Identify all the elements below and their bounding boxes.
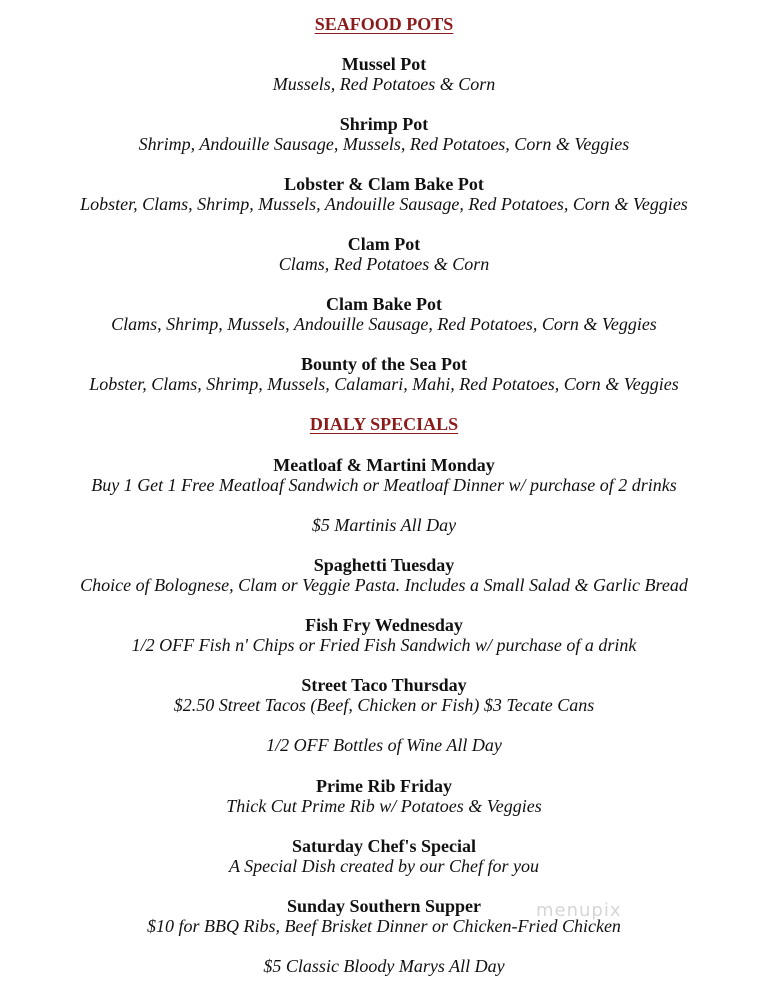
- menu-item-extra: 1/2 OFF Bottles of Wine All Day: [266, 735, 502, 755]
- menu-item-description: Clams, Red Potatoes & Corn: [278, 254, 490, 274]
- menu-item-name: Meatloaf & Martini Monday: [273, 455, 495, 475]
- menu-item-description: 1/2 OFF Fish n' Chips or Fried Fish Sandwich w/ purchase of a drink: [131, 635, 637, 655]
- menu-item-name: Shrimp Pot: [339, 114, 429, 134]
- menu-item-name: Lobster & Clam Bake Pot: [284, 174, 484, 194]
- menu-item-name: Bounty of the Sea Pot: [301, 354, 467, 374]
- menu-item-description: Lobster, Clams, Shrimp, Mussels, Andouille Sausage, Red Potatoes, Corn & Veggies: [80, 194, 688, 214]
- menu-item-description: Shrimp, Andouille Sausage, Mussels, Red Potatoes, Corn & Veggies: [138, 134, 630, 154]
- menu-item-extra: $5 Martinis All Day: [311, 515, 457, 535]
- menu-item-name: Mussel Pot: [341, 54, 427, 74]
- menu-item-name: Spaghetti Tuesday: [313, 555, 455, 575]
- menu-item-description: Mussels, Red Potatoes & Corn: [272, 74, 496, 94]
- menu-item-name: Prime Rib Friday: [316, 776, 452, 796]
- menu-item-extra: $5 Classic Bloody Marys All Day: [263, 956, 505, 976]
- menu-item-name: Clam Pot: [347, 234, 421, 254]
- menu-item-description: $10 for BBQ Ribs, Beef Brisket Dinner or Chicken-Fried Chicken: [147, 916, 621, 936]
- menu-item-description: Buy 1 Get 1 Free Meatloaf Sandwich or Meatloaf Dinner w/ purchase of 2 drinks: [91, 475, 677, 495]
- menu-item-name: Clam Bake Pot: [326, 294, 442, 314]
- menu-item-name: Sunday Southern Supper: [286, 896, 482, 916]
- menu-item-name: Street Taco Thursday: [301, 675, 467, 695]
- menu-item-description: Thick Cut Prime Rib w/ Potatoes & Veggies: [226, 796, 542, 816]
- menu-item-description: Clams, Shrimp, Mussels, Andouille Sausage, Red Potatoes, Corn & Veggies: [111, 314, 657, 334]
- menu-item-description: $2.50 Street Tacos (Beef, Chicken or Fish) $3 Tecate Cans: [173, 695, 595, 715]
- menu-item-description: Lobster, Clams, Shrimp, Mussels, Calamari, Mahi, Red Potatoes, Corn & Veggies: [89, 374, 679, 394]
- section-heading-seafood-pots: SEAFOOD POTS: [314, 14, 454, 34]
- menu-item-name: Saturday Chef's Special: [291, 836, 477, 856]
- section-heading-daily-specials: DIALY SPECIALS: [309, 414, 459, 434]
- menu-item-name: Fish Fry Wednesday: [305, 615, 463, 635]
- menu-item-description: Choice of Bolognese, Clam or Veggie Pasta. Includes a Small Salad & Garlic Bread: [80, 575, 688, 595]
- watermark: menupix: [536, 900, 622, 921]
- menu-item-description: A Special Dish created by our Chef for you: [229, 856, 539, 876]
